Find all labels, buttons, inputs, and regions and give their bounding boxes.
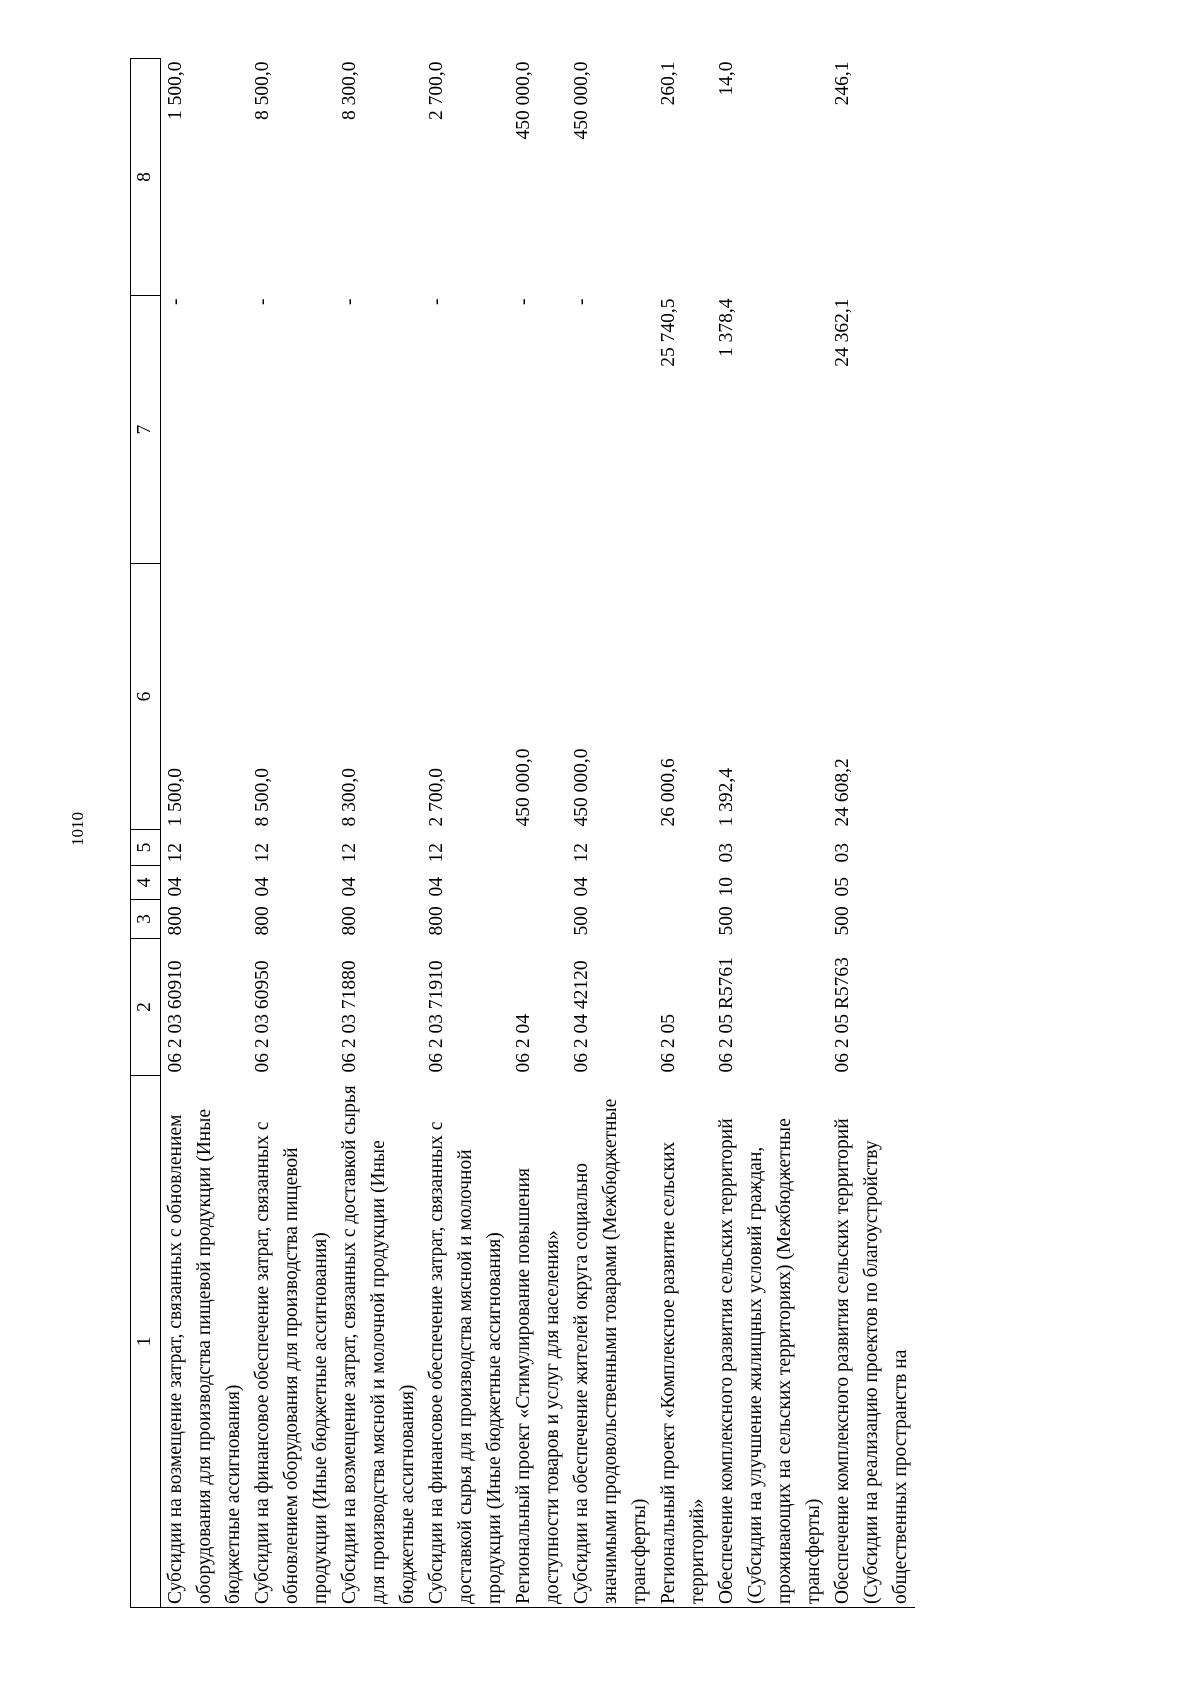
table-row [654,59,712,1608]
row-col3 [654,900,712,939]
row-col6: 24 608,2 [832,758,853,827]
row-name: Субсидии на обеспечение жителей округа социально значимыми продовольственными товарами (Межбюджетные трансферты) [567,1076,654,1608]
row-col8: 8 300,0 [339,61,360,120]
table-row [712,59,828,1608]
row-col7: - [165,298,186,305]
row-col7: - [513,298,534,305]
row-code: 06 2 03 60950 [252,960,273,1073]
column-header-1: 1 [131,1076,161,1608]
row-col4 [509,866,567,900]
table-row [828,59,915,1608]
row-col5 [654,830,712,866]
row-col8: 246,1 [832,61,853,106]
row-col4: 04 [252,877,273,897]
row-name: Субсидии на возмещение затрат, связанных с доставкой сырья для производства мясной и молочной продукции (Иные бюджетные ассигнования) [335,1076,422,1608]
row-col6: 8 300,0 [339,768,360,827]
row-code: 06 2 04 42120 [571,960,592,1073]
row-col5: 12 [426,843,447,863]
row-name: Обеспечение комплексного развития сельских территорий (Субсидии на улучшение жилищных условий граждан, проживающих на сельских территориях) (Межбюджетные трансферты) [712,1076,828,1608]
row-col8: 260,1 [658,61,679,106]
row-col3: 500 [716,906,737,936]
row-col3: 500 [832,906,853,936]
row-col4: 05 [832,877,853,897]
table-row [248,59,335,1608]
row-col3: 800 [252,906,273,936]
row-col8: 8 500,0 [252,61,273,120]
column-header-4: 4 [131,866,161,900]
row-col6: 1 500,0 [165,768,186,827]
row-col8: 14,0 [716,61,737,96]
row-col6: 26 000,6 [658,758,679,827]
row-col7: 24 362,1 [832,298,853,367]
row-col8: 1 500,0 [165,61,186,120]
row-col7: 25 740,5 [658,298,679,367]
row-code: 06 2 03 60910 [165,960,186,1073]
row-code: 06 2 03 71880 [339,960,360,1073]
row-col6: 450 000,0 [513,748,534,827]
row-code: 06 2 03 71910 [426,960,447,1073]
row-col7: - [339,298,360,305]
row-col3: 800 [426,906,447,936]
budget-table [130,58,915,1608]
table-row [509,59,567,1608]
row-col3: 500 [571,906,592,936]
row-code: 06 2 05 [658,1014,679,1073]
row-code: 06 2 05 R5761 [716,957,737,1073]
row-col7: - [426,298,447,305]
row-code: 06 2 05 R5763 [832,957,853,1073]
row-col5: 12 [165,843,186,863]
column-header-3: 3 [131,900,161,939]
row-code: 06 2 04 [513,1014,534,1073]
column-header-5: 5 [131,830,161,866]
row-col3: 800 [339,906,360,936]
row-name: Обеспечение комплексного развития сельских территорий (Субсидии на реализацию проектов по благоустройству общественных пространств на [828,1076,915,1608]
row-col4: 04 [426,877,447,897]
row-col7: - [252,298,273,305]
row-col8: 2 700,0 [426,61,447,120]
budget-sheet [130,59,1120,1608]
row-col6: 8 500,0 [252,768,273,827]
row-name: Субсидии на финансовое обеспечение затрат, связанных с доставкой сырья для производства мясной и молочной продукции (Иные бюджетные ассигнования) [422,1076,509,1608]
page-number: 1010 [68,812,87,846]
column-header-8: 8 [131,59,161,296]
column-header-2: 2 [131,939,161,1076]
row-col5: 03 [716,843,737,863]
column-header-7: 7 [131,296,161,564]
row-col8: 450 000,0 [571,61,592,140]
row-col6: 2 700,0 [426,768,447,827]
row-col6: 450 000,0 [571,748,592,827]
row-col5: 12 [252,843,273,863]
row-col4: 04 [339,877,360,897]
row-col3: 800 [165,906,186,936]
row-col7: 1 378,4 [716,298,737,357]
row-col5: 12 [571,843,592,863]
row-col4: 10 [716,877,737,897]
table-row [335,59,422,1608]
row-col7: - [571,298,592,305]
row-col6: 1 392,4 [716,768,737,827]
row-col4 [654,866,712,900]
row-name: Субсидии на финансовое обеспечение затрат, связанных с обновлением оборудования для производства пищевой продукции (Иные бюджетные ассигнования) [248,1076,335,1608]
row-col5 [509,830,567,866]
row-name: Региональный проект «Стимулирование повышения доступности товаров и услуг для населения» [509,1076,567,1608]
row-col4: 04 [571,877,592,897]
row-col4: 04 [165,877,186,897]
row-col8: 450 000,0 [513,61,534,140]
row-name: Региональный проект «Комплексное развитие сельских территорий» [654,1076,712,1608]
row-col5: 03 [832,843,853,863]
row-col5: 12 [339,843,360,863]
header-row [131,59,161,1608]
column-header-6: 6 [131,564,161,830]
table-row [161,59,249,1608]
row-name: Субсидии на возмещение затрат, связанных с обновлением оборудования для производства пищевой продукции (Иные бюджетные ассигнования) [161,1076,249,1608]
row-col3 [509,900,567,939]
table-row [567,59,654,1608]
table-row [422,59,509,1608]
